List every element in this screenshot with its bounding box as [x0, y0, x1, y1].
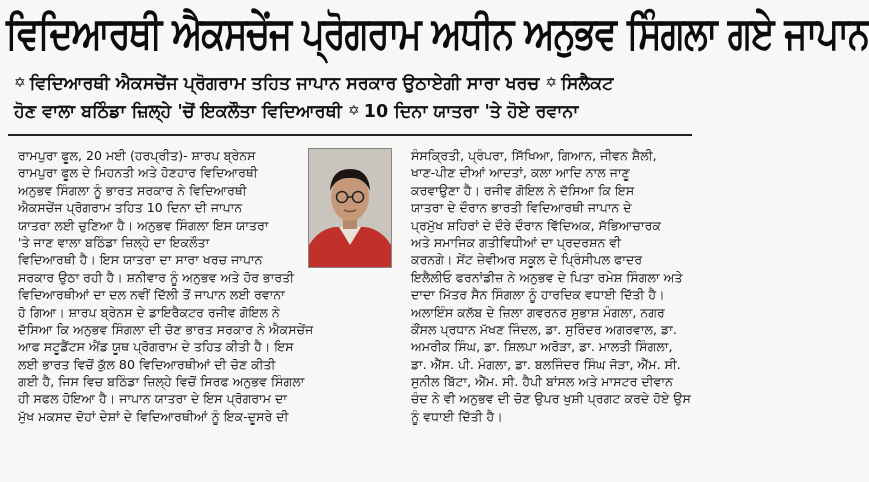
student-photo — [308, 148, 392, 268]
article-line: ਸੰਸਕ੍ਰਿਤੀ, ਪ੍ਰੰਪਰਾ, ਸਿੱਖਿਆ, ਗਿਆਨ, ਜੀਵਨ ਸ਼ੈਲੀ, — [411, 148, 657, 163]
article-line: ਅਲਾਇੰਸ ਕਲੱਬ ਦੇ ਜ਼ਿਲਾ ਗਵਰਨਰ ਸੁਭਾਸ਼ ਮੰਗਲਾ, ਨਗਰ — [411, 304, 665, 320]
article-line: ਅਤੇ ਸਮਾਜਿਕ ਗਤੀਵਿਧੀਆਂ ਦਾ ਪ੍ਰਦਰਸ਼ਨ ਵੀ — [411, 234, 622, 250]
article-column-right — [411, 147, 693, 425]
article-line: ਅਮਰੀਕ ਸਿੰਘ, ਡਾ. ਸ਼ਿਲਪਾ ਅਰੋੜਾ, ਡਾ. ਮਾਲਤੀ ਸਿੰਗਲਾ, — [411, 339, 673, 355]
article-line: ਵਿਦਿਆਰਥੀਆਂ ਦਾ ਦਲ ਨਵੀਂ ਦਿੱਲੀ ਤੋਂ ਜਾਪਾਨ ਲਈ ਰਵਾਨਾ — [18, 287, 285, 303]
divider-rule — [8, 134, 692, 136]
article-line: ਕਰਵਾਉਣਾ ਹੈ। ਰਜੀਵ ਗੋਇਲ ਨੇ ਦੱਸਿਆ ਕਿ ਇਸ — [411, 182, 635, 198]
star-of-david-icon: ✡ — [348, 103, 360, 119]
article-line: ਕਰਨਗੇ। ਸੇਂਟ ਜ਼ੇਵੀਅਰ ਸਕੂਲ ਦੇ ਪ੍ਰਿੰਸੀਪਲ ਫਾਦਰ — [411, 252, 643, 268]
article-line: ਸੁਨੀਲ ਬਿੱਟਾ, ਐੱਮ. ਸੀ. ਹੈਪੀ ਬਾਂਸਲ ਅਤੇ ਮਾਸਟਰ ਦੀਵਾਨ — [411, 374, 673, 390]
article-line: ਦਾਦਾ ਮਿੱਤਰ ਸੈਨ ਸਿੰਗਲਾ ਨੂੰ ਹਾਰਦਿਕ ਵਧਾਈ ਦਿੱਤੀ ਹੈ। — [411, 287, 665, 303]
article-line: ਸਰਕਾਰ ਉਠਾ ਰਹੀ ਹੈ। ਸ਼ਨੀਵਾਰ ਨੂੰ ਅਨੁਭਵ ਅਤੇ ਹੋਰ ਭਾਰਤੀ — [18, 269, 295, 285]
article-line: ਆਫ ਸਟੂਡੈਂਟਸ ਐਂਡ ਯੂਥ ਪ੍ਰੋਗਰਾਮ ਦੇ ਤਹਿਤ ਕੀਤੀ ਹੈ। ਇਸ — [18, 339, 294, 355]
article-line: ਐਕਸਚੇਂਜ ਪ੍ਰੋਗਰਾਮ ਤਹਿਤ 10 ਦਿਨਾ ਦੀ ਜਾਪਾਨ — [18, 200, 243, 216]
article-line: ਰਾਮਪੁਰਾ ਫੂਲ, 20 ਮਈ (ਹਰਪ੍ਰੀਤ)- ਸ਼ਾਰਪ ਬ੍ਰੇਨਸ — [18, 148, 256, 163]
article-line: ਮੁੱਖ ਮਕਸਦ ਦੋਹਾਂ ਦੇਸ਼ਾਂ ਦੇ ਵਿਦਿਆਰਥੀਆਂ ਨੂੰ ਇਕ-ਦੂਸਰੇ ਦੀ — [18, 408, 289, 424]
article-line: ਗਈ ਹੈ, ਜਿਸ ਵਿਚ ਬਠਿੰਡਾ ਜ਼ਿਲ੍ਹੇ ਵਿਚੋਂ ਸਿਰਫ ਅਨੁਭਵ ਸਿੰਗਲਾ — [18, 374, 305, 390]
headline: ਵਿਦਿਆਰਥੀ ਐਕਸਚੇਂਜ ਪ੍ਰੋਗਰਾਮ ਅਧੀਨ ਅਨੁਭਵ ਸਿੰਗਲਾ ਗਏ ਜਾਪਾਨ — [6, 9, 869, 59]
subheadline-line-1 — [14, 70, 690, 98]
article-line: ਚੰਦ ਨੇ ਵੀ ਅਨੁਭਵ ਦੀ ਚੋਣ ਉਪਰ ਖੁਸ਼ੀ ਪ੍ਰਗਟ ਕਰਦੇ ਹੋਏ ਉਸ — [411, 391, 691, 407]
article-line: ਯਾਤਰਾ ਦੇ ਦੌਰਾਨ ਭਾਰਤੀ ਵਿਦਿਆਰਥੀ ਜਾਪਾਨ ਦੇ — [411, 200, 632, 216]
subheadline-text-2b: 10 ਦਿਨਾ ਯਾਤਰਾ 'ਤੇ ਹੋਏ ਰਵਾਨਾ — [363, 102, 579, 122]
article-line: ਕੌਂਸਲ ਪ੍ਰਧਾਨ ਮੱਖਣ ਜਿੰਦਲ, ਡਾ. ਸੁਰਿੰਦਰ ਅਗਰਵਾਲ, ਡਾ. — [411, 321, 677, 337]
subheadline-text-1: ਵਿਦਿਆਰਥੀ ਐਕਸਚੇਂਜ ਪ੍ਰੋਗਰਾਮ ਤਹਿਤ ਜਾਪਾਨ ਸਰਕਾਰ ਉਠਾਏਗੀ ਸਾਰਾ ਖਰਚ — [29, 74, 540, 94]
article-line: ਲਈ ਭਾਰਤ ਵਿਚੋਂ ਕੁੱਲ 80 ਵਿਦਿਆਰਥੀਆਂ ਦੀ ਚੋਣ ਕੀਤੀ — [18, 356, 276, 372]
article-line: ਦੱਸਿਆ ਕਿ ਅਨੁਭਵ ਸਿੰਗਲਾ ਦੀ ਚੋਣ ਭਾਰਤ ਸਰਕਾਰ ਨੇ ਐਕਸਚੇਂਜ — [18, 321, 314, 337]
star-of-david-icon: ✡ — [545, 75, 558, 91]
article-line: ਵਿਦਿਆਰਥੀ ਹੈ। ਇਸ ਯਾਤਰਾ ਦਾ ਸਾਰਾ ਖਰਚ ਜਾਪਾਨ — [18, 252, 263, 268]
subheadline-line-2 — [14, 98, 690, 126]
article-line: ਇਲੈਲੀਓ ਫਰਨਾਂਡੀਜ਼ ਨੇ ਅਨੁਭਵ ਦੇ ਪਿਤਾ ਰਮੇਸ਼ ਸਿੰਗਲਾ ਅਤੇ — [411, 269, 683, 285]
article-line: ਖਾਣ-ਪੀਣ ਦੀਆਂ ਆਦਤਾਂ, ਕਲਾ ਆਦਿ ਨਾਲ ਜਾਣੂ — [411, 165, 630, 181]
article-line: ਯਾਤਰਾ ਲਈ ਚੁਣਿਆ ਹੈ। ਅਨੁਭਵ ਸਿੰਗਲਾ ਇਸ ਯਾਤਰਾ — [18, 217, 269, 233]
article-line: ਪ੍ਰਮੁੱਖ ਸ਼ਹਿਰਾਂ ਦੇ ਦੌਰੇ ਦੌਰਾਨ ਵਿੱਦਿਅਕ, ਸੱਭਿਆਚਾਰਕ — [411, 217, 661, 233]
article-line: ਹੀ ਸਫਲ ਹੋਇਆ ਹੈ। ਜਾਪਾਨ ਯਾਤਰਾ ਦੇ ਇਸ ਪ੍ਰੋਗਰਾਮ ਦਾ — [18, 391, 288, 407]
subheadline — [14, 70, 690, 126]
article-line: ਡਾ. ਐੱਸ. ਪੀ. ਮੰਗਲਾ, ਡਾ. ਬਲਜਿੰਦਰ ਸਿੰਘ ਜੋੜਾ, ਐੱਮ. ਸੀ. — [411, 356, 681, 372]
article-line: ਹੋ ਗਿਆ। ਸ਼ਾਰਪ ਬ੍ਰੇਨਸ ਦੇ ਡਾਇਰੈਕਟਰ ਰਜੀਵ ਗੋਇਲ ਨੇ — [18, 304, 280, 320]
article-line: ਰਾਮਪੁਰਾ ਫੂਲ ਦੇ ਮਿਹਨਤੀ ਅਤੇ ਹੋਣਹਾਰ ਵਿਦਿਆਰਥੀ — [18, 165, 258, 181]
star-of-david-icon: ✡ — [14, 75, 26, 91]
subheadline-text-2: ਹੋਣ ਵਾਲਾ ਬਠਿੰਡਾ ਜ਼ਿਲ੍ਹੇ 'ਚੋਂ ਇਕਲੌਤਾ ਵਿਦਿਆਰਥੀ — [14, 102, 342, 122]
article-line: ਨੂੰ ਵਧਾਈ ਦਿੱਤੀ ਹੈ। — [411, 408, 503, 424]
subheadline-text-1b: ਸਿਲੈਕਟ — [561, 74, 614, 94]
article-line: 'ਤੇ ਜਾਣ ਵਾਲਾ ਬਠਿੰਡਾ ਜ਼ਿਲ੍ਹੇ ਦਾ ਇਕਲੌਤਾ — [18, 234, 210, 250]
article-line: ਅਨੁਭਵ ਸਿੰਗਲਾ ਨੂੰ ਭਾਰਤ ਸਰਕਾਰ ਨੇ ਵਿਦਿਆਰਥੀ — [18, 182, 247, 198]
